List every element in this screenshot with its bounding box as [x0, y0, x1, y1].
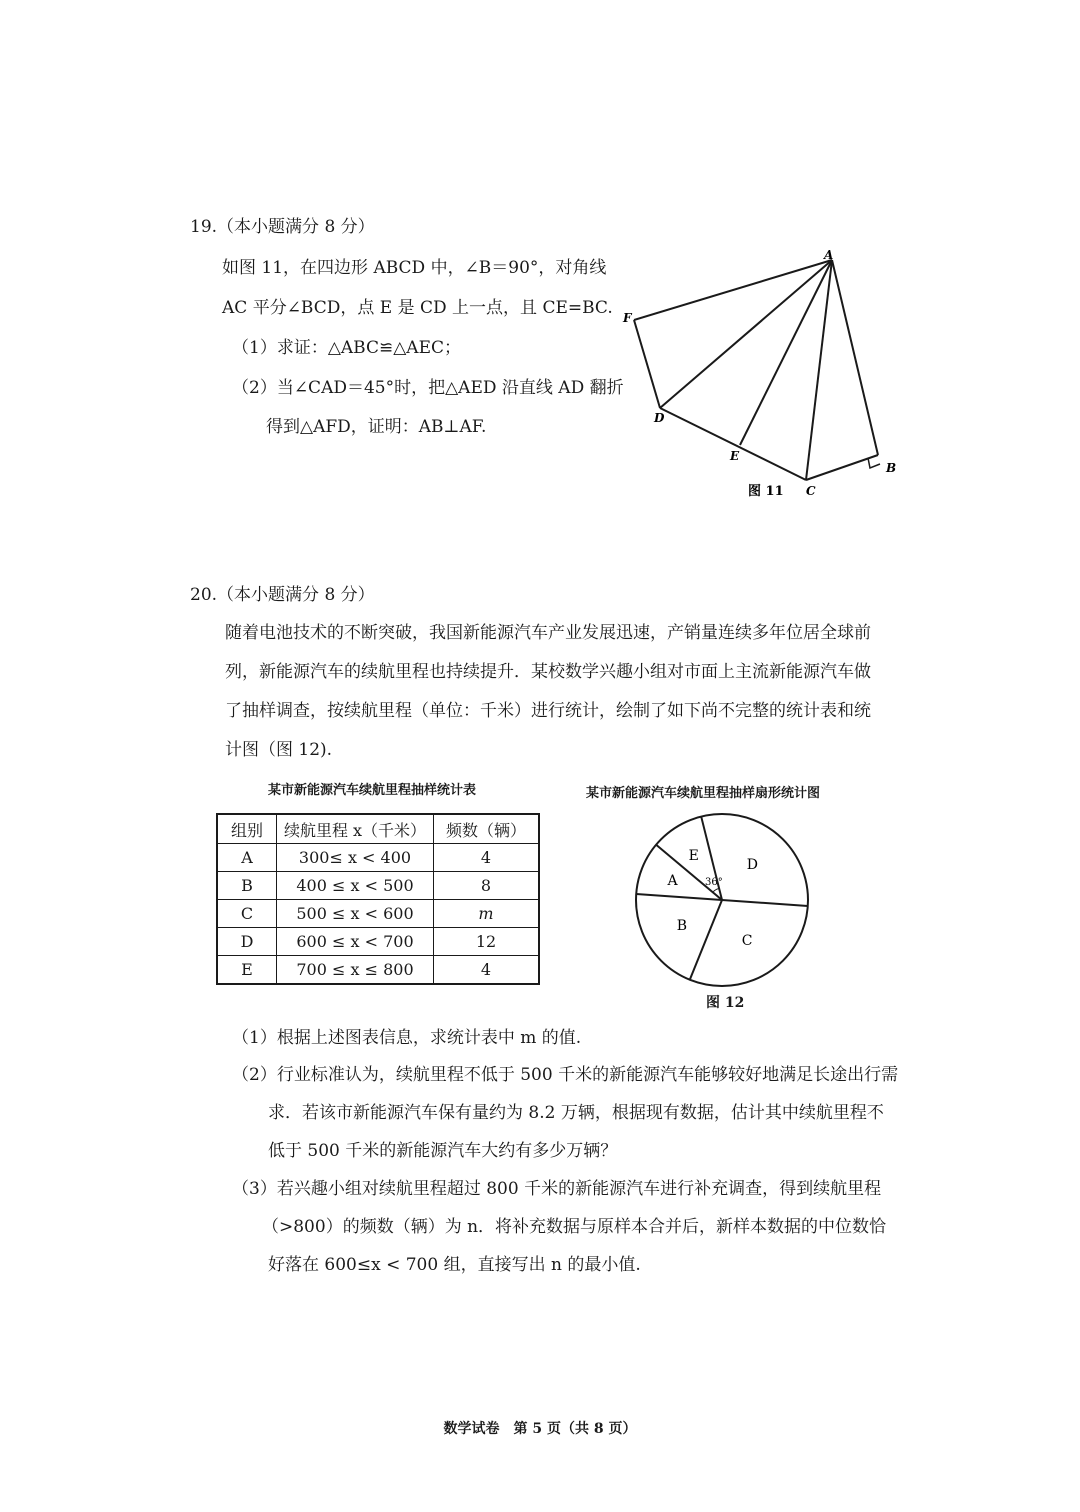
q20-question-1: （1）根据上述图表信息，求统计表中 m 的值. [232, 1028, 582, 1048]
table-cell-group: B [217, 872, 277, 900]
table-row [217, 872, 539, 900]
table-row [217, 900, 539, 928]
point-B-label: B [886, 461, 897, 475]
pie-slice-label-E: E [688, 847, 699, 864]
table-row [217, 956, 539, 985]
pie-chart [630, 810, 820, 1000]
table-header-row [217, 814, 539, 844]
q19-part2a: （2）当∠CAD＝45°时，把△AED 沿直线 AD 翻折 [232, 378, 624, 398]
pie-slice-label-B: B [676, 918, 688, 935]
pie-slice-boundary [690, 900, 722, 980]
q19-part1: （1）求证：△ABC≌△AEC； [232, 338, 461, 358]
q20-intro-line-1: 随着电池技术的不断突破，我国新能源汽车产业发展迅速，产销量连续多年位居全球前 [225, 623, 871, 643]
table-cell-freq: 12 [434, 928, 540, 956]
q20-question-2c: 低于 500 千米的新能源汽车大约有多少万辆？ [268, 1141, 618, 1161]
table-header-group: 组别 [217, 814, 277, 844]
q20-intro-line-4: 计图（图 12). [225, 740, 333, 760]
table-cell-range: 500 ≤ x < 600 [277, 900, 434, 928]
q19-part2b: 得到△AFD，证明：AB⊥AF. [266, 417, 487, 437]
q20-intro-line-2: 列，新能源汽车的续航里程也持续提升．某校数学兴趣小组对市面上主流新能源汽车做 [225, 662, 871, 682]
figure-11 [600, 240, 920, 510]
q19-line2: AC 平分∠BCD，点 E 是 CD 上一点，且 CE=BC. [222, 298, 613, 318]
pie-slice-boundary [722, 900, 808, 906]
table-row [217, 928, 539, 956]
figure-11-caption: 图 11 [748, 484, 784, 499]
statistics-table [216, 813, 540, 985]
table-cell-freq: 4 [434, 956, 540, 985]
q20-question-3a: （3）若兴趣小组对续航里程超过 800 千米的新能源汽车进行补充调查，得到续航里程 [232, 1179, 882, 1199]
table-cell-freq: 4 [434, 844, 540, 872]
table-cell-group: C [217, 900, 277, 928]
q19-line1: 如图 11，在四边形 ABCD 中，∠B＝90°，对角线 [222, 258, 607, 278]
page-footer: 数学试卷 第 5 页（共 8 页） [443, 1421, 637, 1437]
point-D-label: D [654, 411, 665, 425]
table-header-range: 续航里程 x（千米） [277, 814, 434, 844]
table-row [217, 844, 539, 872]
pie-slice-label-D: D [746, 856, 759, 873]
pie-slice-boundary [636, 894, 722, 900]
point-E-label: E [730, 449, 740, 463]
q20-question-3b: （>800）的频数（辆）为 n．将补充数据与原样本合并后，新样本数据的中位数恰 [262, 1217, 887, 1237]
q20-question-2a: （2）行业标准认为，续航里程不低于 500 千米的新能源汽车能够较好地满足长途出行需 [232, 1065, 899, 1085]
q20-number: 20.（本小题满分 8 分） [190, 585, 375, 605]
q20-intro-line-3: 了抽样调查，按续航里程（单位：千米）进行统计，绘制了如下尚不完整的统计表和统 [225, 701, 871, 721]
point-F-label: F [623, 311, 632, 325]
table-cell-group: E [217, 956, 277, 985]
table-cell-range: 300≤ x < 400 [277, 844, 434, 872]
table-cell-freq: m [434, 900, 540, 928]
pie-angle-annotation: 36° [705, 876, 723, 888]
table-header-freq: 频数（辆） [434, 814, 540, 844]
q20-question-2b: 求．若该市新能源汽车保有量约为 8.2 万辆，根据现有数据，估计其中续航里程不 [268, 1103, 884, 1123]
table-cell-freq: 8 [434, 872, 540, 900]
table-cell-group: A [217, 844, 277, 872]
pie-caption: 图 12 [706, 995, 745, 1011]
pie-slice-label-A: A [667, 873, 678, 890]
q20-question-3c: 好落在 600≤x < 700 组，直接写出 n 的最小值. [268, 1255, 641, 1275]
point-C-label: C [806, 484, 816, 498]
table-cell-range: 600 ≤ x < 700 [277, 928, 434, 956]
table-cell-group: D [217, 928, 277, 956]
table-title: 某市新能源汽车续航里程抽样统计表 [268, 783, 477, 798]
point-A-label: A [824, 248, 834, 262]
pie-title: 某市新能源汽车续航里程抽样扇形统计图 [586, 786, 821, 801]
table-cell-range: 700 ≤ x ≤ 800 [277, 956, 434, 985]
table-cell-range: 400 ≤ x < 500 [277, 872, 434, 900]
q19-number: 19.（本小题满分 8 分） [190, 217, 375, 237]
pie-slice-label-C: C [741, 933, 753, 950]
pie-angle-arc [713, 888, 719, 892]
